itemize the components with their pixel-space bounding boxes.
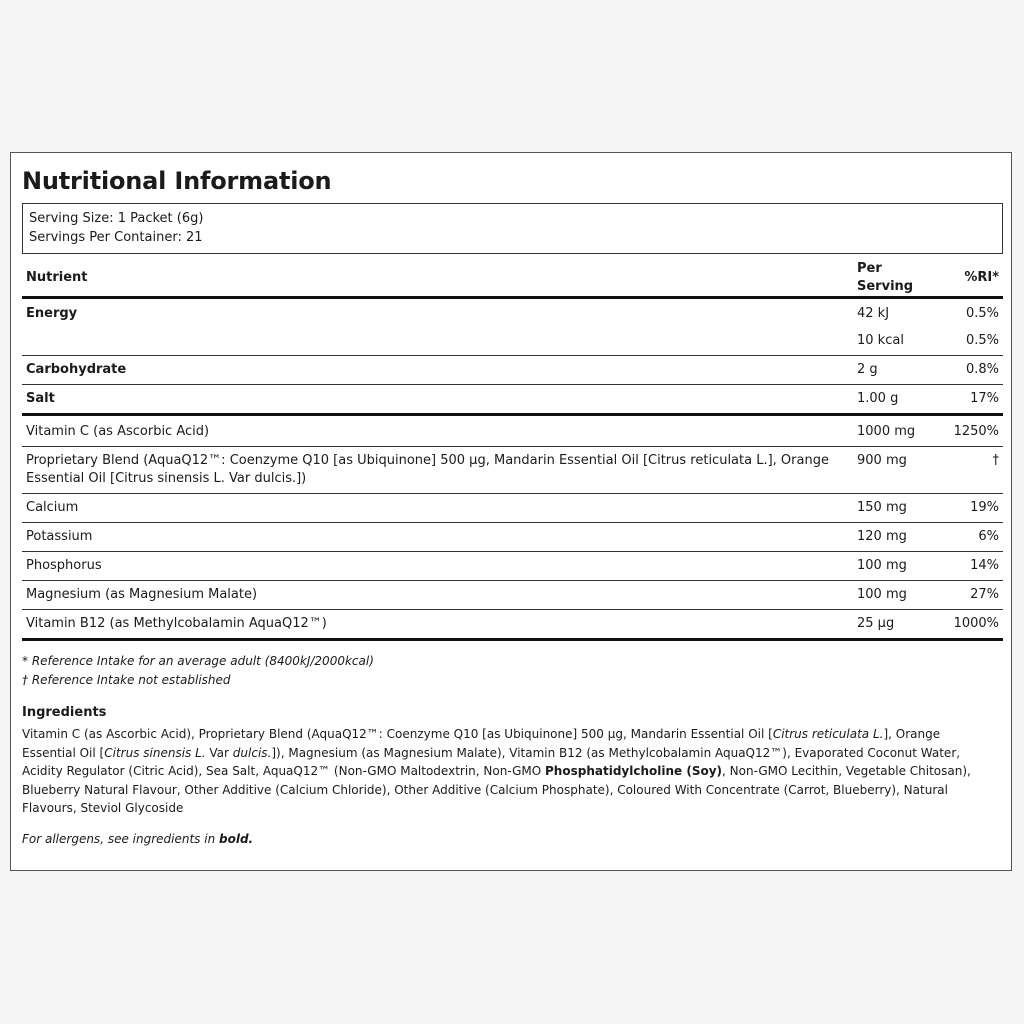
serving-info-box [22, 203, 1003, 254]
nutrient-amount: 10 kcal [853, 328, 945, 356]
nutrient-ri: 0.5% [945, 328, 1003, 356]
nutrient-ri: 27% [945, 581, 1003, 610]
nutrient-name: Vitamin B12 (as Methylcobalamin AquaQ12™) [22, 610, 853, 640]
nutrient-ri: 19% [945, 494, 1003, 523]
ingredients-heading: Ingredients [22, 705, 107, 720]
footnotes [22, 652, 374, 690]
table-row [22, 415, 1003, 447]
nutrient-name: Vitamin C (as Ascorbic Acid) [22, 415, 853, 447]
ingredients-part: ], Orange Essential Oil [ [22, 727, 941, 760]
nutrient-amount: 150 mg [853, 494, 945, 523]
nutrient-amount: 120 mg [853, 523, 945, 552]
nutrient-ri: 14% [945, 552, 1003, 581]
nutrient-ri: 6% [945, 523, 1003, 552]
allergen-note-prefix: For allergens, see ingredients in [22, 832, 219, 846]
ingredients-text [22, 725, 992, 818]
nutrient-name: Proprietary Blend (AquaQ12™: Coenzyme Q10 [as Ubiquinone] 500 µg, Mandarin Essential Oil [Citrus reticulata L.], Orange Essential Oil [Citrus sinensis L. Var dulcis.]) [22, 447, 853, 494]
nutrient-ri: 1250% [945, 415, 1003, 447]
nutrient-amount: 42 kJ [857, 306, 890, 321]
table-row [22, 581, 1003, 610]
nutrient-amount: 100 mg [853, 581, 945, 610]
header-per-serving: Per Serving [853, 260, 945, 298]
serving-size: Serving Size: 1 Packet (6g) [29, 211, 204, 226]
nutrient-name: Magnesium (as Magnesium Malate) [22, 581, 853, 610]
table-row [22, 610, 1003, 640]
nutrient-name: Carbohydrate [22, 356, 853, 385]
nutrient-amount: 100 mg [853, 552, 945, 581]
nutrition-table [22, 260, 1003, 641]
ingredients-part: ]), Magnesium (as Magnesium Malate), Vitamin B12 (as Methylcobalamin AquaQ12™), Evaporated Coconut Water, Acidity Regulator (Citric Acid), Sea Salt, AquaQ12™ (Non-GMO Maltodextrin, Non-GMO [22, 745, 961, 778]
ingredients-italic: dulcis. [232, 745, 272, 760]
nutrition-panel [10, 152, 1012, 871]
ingredients-part: Var [205, 745, 233, 760]
nutrient-ri: 17% [945, 385, 1003, 415]
nutrient-name: Potassium [22, 523, 853, 552]
ri-footnote: * Reference Intake for an average adult (8400kJ/2000kcal) [22, 654, 374, 668]
nutrient-amount: 1000 mg [853, 415, 945, 447]
nutrient-amount: 25 µg [853, 610, 945, 640]
header-nutrient: Nutrient [22, 260, 853, 298]
ingredients-italic: Citrus reticulata L. [772, 727, 884, 741]
table-row [22, 356, 1003, 385]
nutrient-ri: 1000% [945, 610, 1003, 640]
nutrient-amount: 1.00 g [853, 385, 945, 415]
table-row-energy-kj [22, 298, 1003, 329]
table-row [22, 523, 1003, 552]
nutrient-amount: 900 mg [853, 447, 945, 494]
table-row [22, 494, 1003, 523]
allergen-note-bold: bold. [219, 832, 254, 846]
allergen-note [22, 830, 253, 849]
ingredients-part: , Non-GMO Lecithin, Vegetable Chitosan), Blueberry Natural Flavour, Other Additive (Calcium Chloride), Other Additive (Calcium Phosphate), Coloured With Concentrate (Carrot, Blueberry), Natural Flavours, Steviol Glycoside [22, 764, 971, 815]
table-row [22, 552, 1003, 581]
nutrient-ri: 0.8% [945, 356, 1003, 385]
nutrient-ri: 0.5% [965, 306, 999, 321]
nutrient-name: Energy [22, 298, 853, 356]
ingredients-part: Vitamin C (as Ascorbic Acid), Proprietary Blend (AquaQ12™: Coenzyme Q10 [as Ubiquinone] 500 µg, Mandarin Essential Oil [ [22, 727, 773, 741]
nutrient-ri: † [945, 447, 1003, 494]
header-ri: %RI* [945, 260, 1003, 298]
nutrient-name: Phosphorus [22, 552, 853, 581]
nutrient-name: Salt [22, 385, 853, 415]
table-row [22, 447, 1003, 494]
allergen-bold: Phosphatidylcholine (Soy) [545, 764, 723, 778]
nutrient-amount: 2 g [853, 356, 945, 385]
nutrient-name: Calcium [22, 494, 853, 523]
dagger-footnote: † Reference Intake not established [22, 673, 231, 687]
ingredients-italic: Citrus sinensis L. [104, 745, 206, 760]
panel-title: Nutritional Information [22, 167, 332, 195]
servings-per-container: Servings Per Container: 21 [29, 230, 203, 245]
table-row [22, 385, 1003, 415]
table-header-row [22, 260, 1003, 298]
